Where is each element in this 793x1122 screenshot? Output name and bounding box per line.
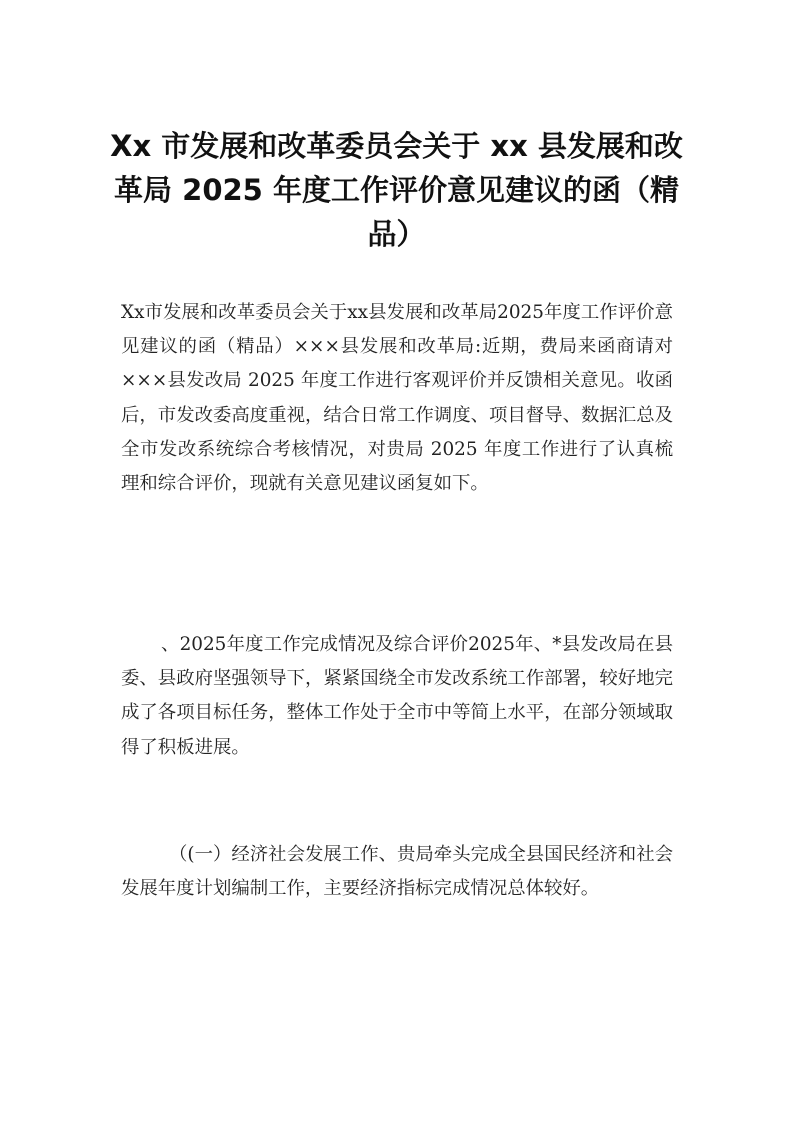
document-title: Xx 市发展和改革委员会关于 xx 县发展和改革局 2025 年度工作评价意见建议的函（精品） <box>110 129 683 251</box>
paragraph-intro: Xx市发展和改革委员会关于xx县发展和改革局2025年度工作评价意见建议的函（精品）×××县发展和改革局:近期，费局来函商请对×××县发改局 2025 年度工作进行客观评价并反馈相关意见。收函后，市发改委高度重视，结合日常工作调度、项目督导、数据汇总及全市发改系统综合考核情况，对贵局 2025 年度工作进行了认真梳理和综合评价，现就有关意见建议函复如下。 <box>121 302 673 495</box>
paragraph-economic-development: （(一）经济社会发展工作、贵局牵头完成全县国民经济和社会发展年度计划编制工作，主要经济指标完成情况总体较好。 <box>121 844 673 900</box>
paragraph-annual-evaluation: 、2025年度工作完成情况及综合评价2025年、*县发改局在县委、县政府坚强领导下，紧紧国绕全市发改系统工作部署，较好地完成了各项目标任务，整体工作处于全市中等简上水平，在部分领域取得了积板进展。 <box>121 634 673 758</box>
